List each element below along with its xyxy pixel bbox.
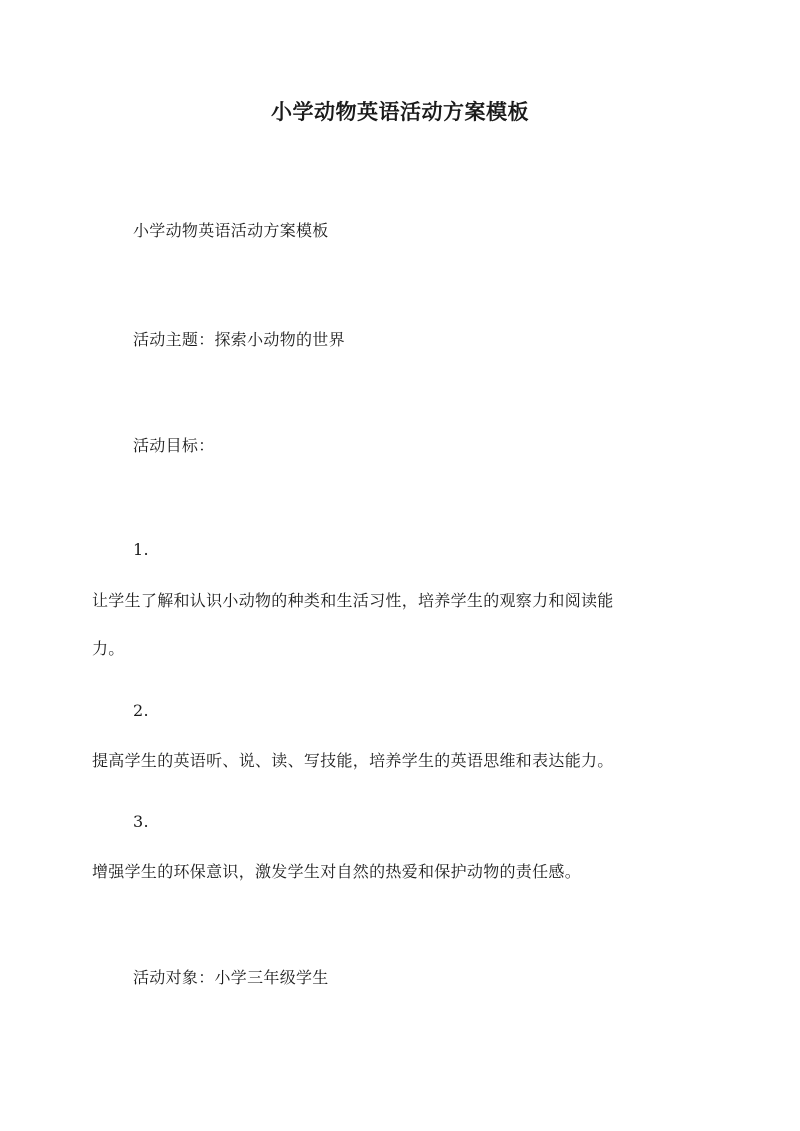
goal-text: 让学生了解和认识小动物的种类和生活习性，培养学生的观察力和阅读能 xyxy=(92,591,614,610)
goal-number: 2. xyxy=(133,701,149,720)
goals-heading: 活动目标： xyxy=(133,436,215,455)
document-subtitle: 小学动物英语活动方案模板 xyxy=(133,221,329,240)
activity-theme: 活动主题：探索小动物的世界 xyxy=(133,330,345,349)
goal-text: 增强学生的环保意识，激发学生对自然的热爱和保护动物的责任感。 xyxy=(92,862,582,881)
goal-number: 3. xyxy=(133,812,149,831)
goal-text-continued: 力。 xyxy=(92,639,125,658)
goal-text: 提高学生的英语听、说、读、写技能，培养学生的英语思维和表达能力。 xyxy=(92,751,614,770)
document-title: 小学动物英语活动方案模板 xyxy=(271,99,529,124)
activity-audience: 活动对象：小学三年级学生 xyxy=(133,968,329,987)
goal-number: 1. xyxy=(133,540,149,559)
